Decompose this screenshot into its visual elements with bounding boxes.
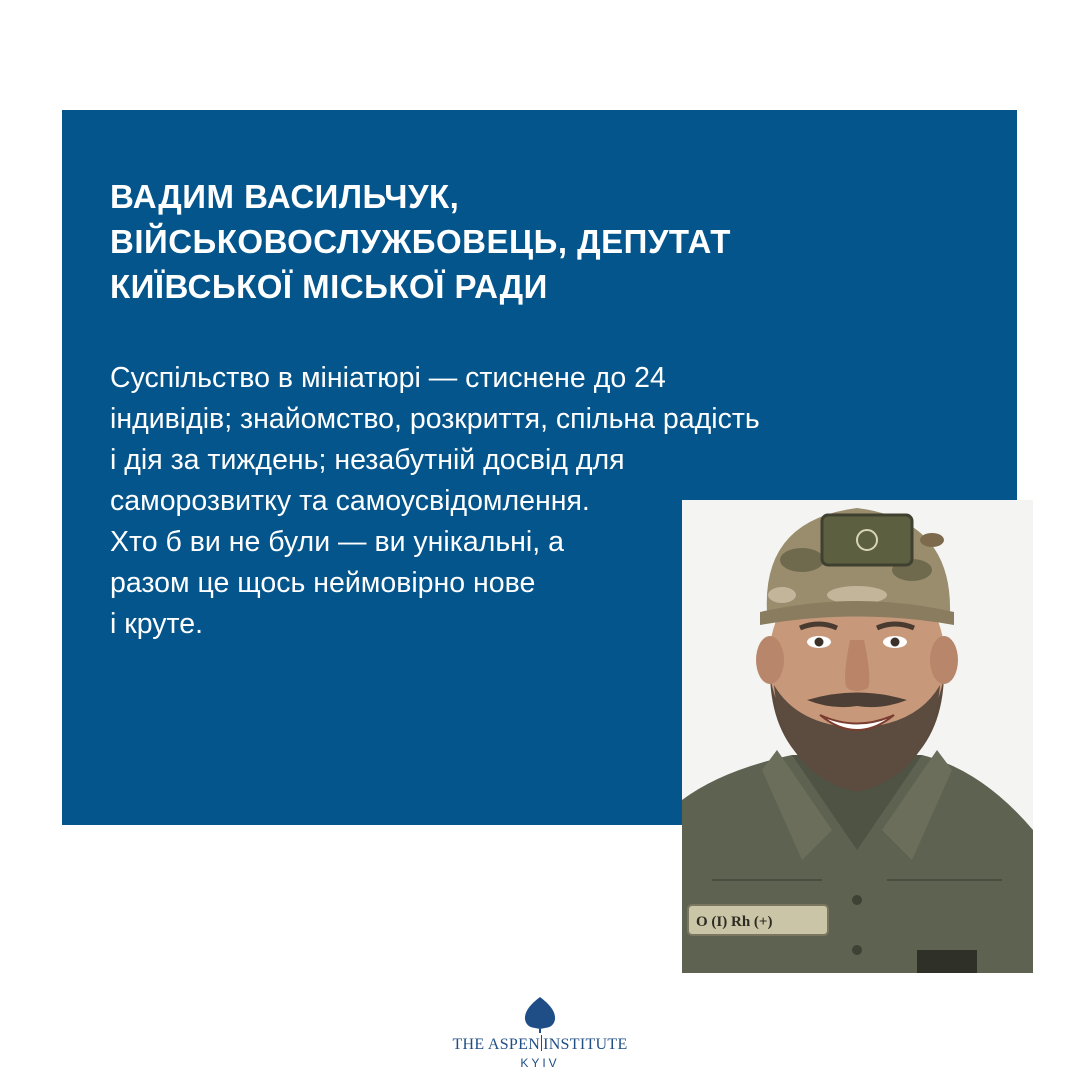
heading-line: ВІЙСЬКОВОСЛУЖБОВЕЦЬ, ДЕПУТАТ — [110, 223, 731, 260]
speaker-photo — [682, 500, 1033, 973]
aspen-institute-logo — [420, 995, 660, 1075]
heading-line: ВАДИМ ВАСИЛЬЧУК, — [110, 178, 460, 215]
quote-line: Хто б ви не були — ви унікальні, а — [110, 526, 564, 558]
quote-line: і круте. — [110, 608, 204, 640]
quote-line: індивідів; знайомство, розкриття, спільна радість — [110, 403, 760, 435]
quote-line: разом це щось неймовірно нове — [110, 567, 536, 599]
quote-line: саморозвитку та самоусвідомлення. — [110, 485, 590, 517]
aspen-leaf-icon — [522, 995, 558, 1033]
cap-patch — [822, 515, 912, 565]
speaker-portrait-illustration — [682, 500, 1033, 973]
heading-line: КИЇВСЬКОЇ МІСЬКОЇ РАДИ — [110, 268, 548, 305]
quote-line: Суспільство в мініатюрі — стиснене до 24 — [110, 362, 666, 394]
speaker-heading — [110, 174, 990, 309]
blood-type-text: O (I) Rh (+) — [696, 914, 773, 930]
quote-line: і дія за тиждень; незабутній досвід для — [110, 444, 625, 476]
logo-name-right: INSTITUTE — [543, 1036, 628, 1053]
logo-name-left: THE ASPEN — [452, 1036, 541, 1053]
logo-name — [420, 1035, 660, 1054]
logo-city: KYIV — [520, 1056, 560, 1070]
